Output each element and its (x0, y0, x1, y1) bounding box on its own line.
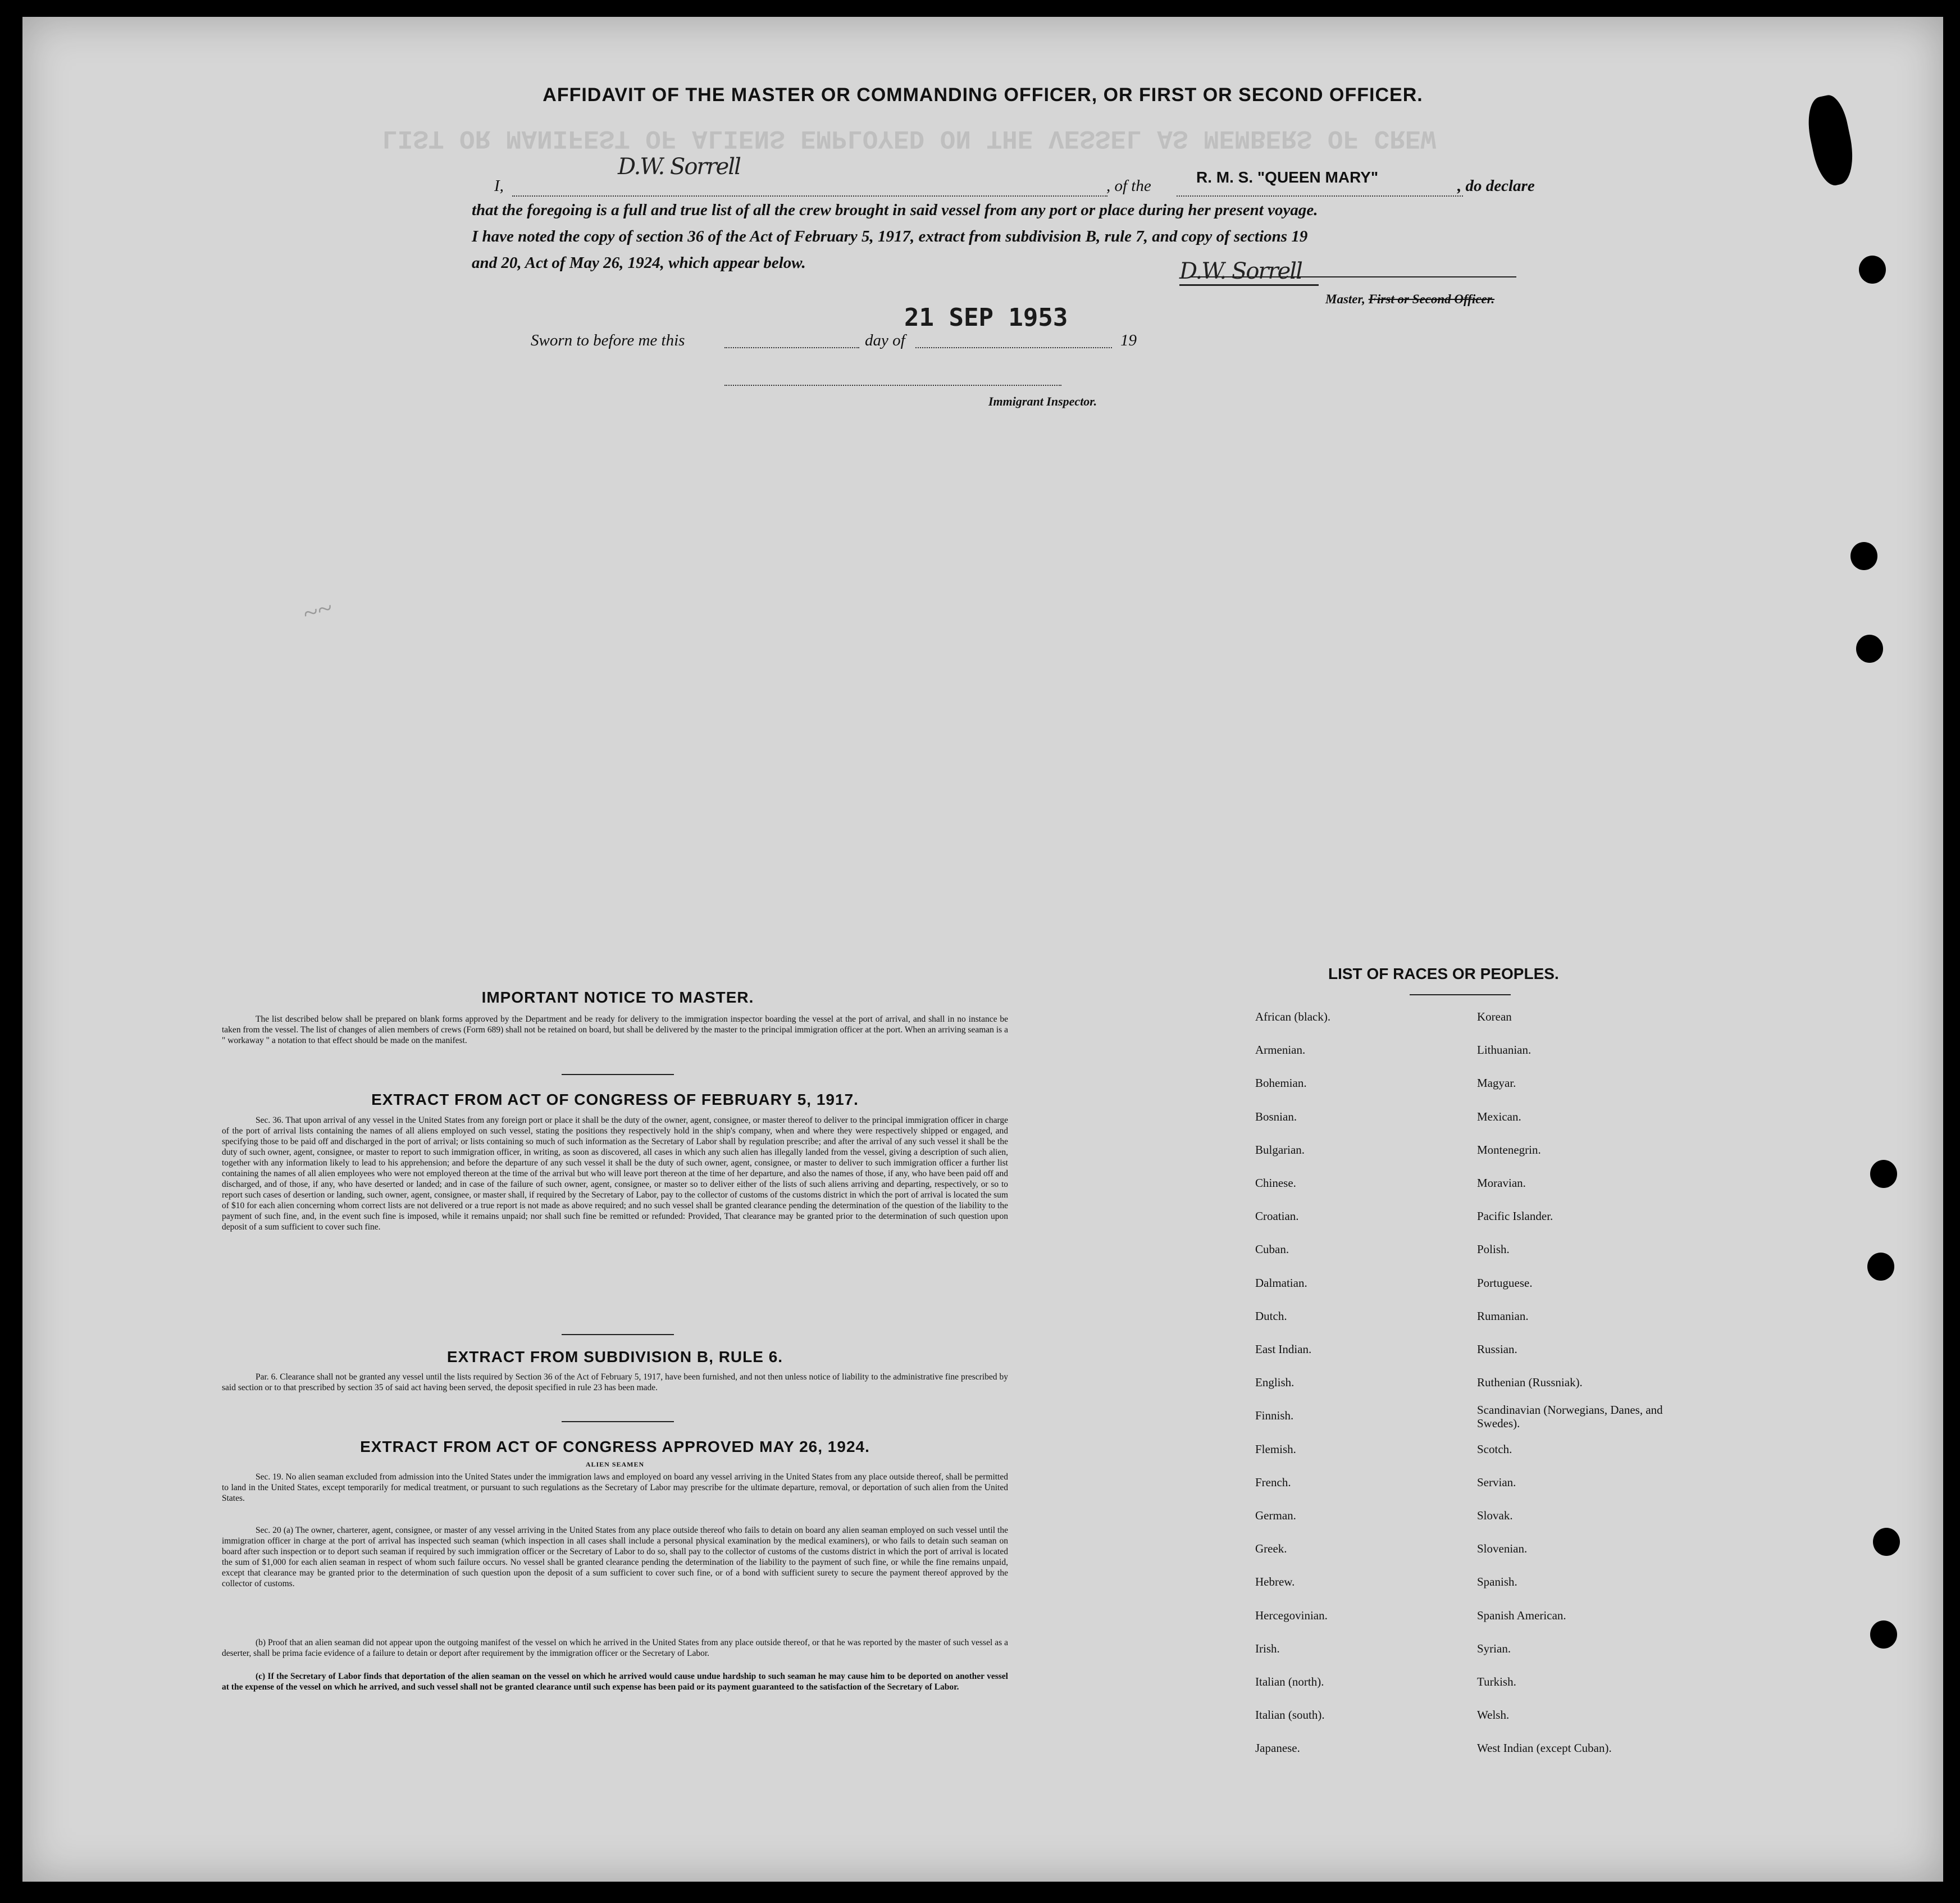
race-item: Turkish. (1477, 1675, 1516, 1688)
sec-20c-body: (c) If the Secretary of Labor finds that deportation of the alien seaman on the vessel on which he arrived would cause undue hardship to such seaman he may cause him to be deported on another vessel at the expense of the vessel on which he arrived, and such vessel shall not be granted clearance until such expense has been paid or its payment guaranteed to the satisfaction of the Secretary of Labor. (222, 1672, 1008, 1692)
race-item: Spanish American. (1477, 1608, 1566, 1622)
master-label-row (1325, 292, 1494, 307)
sworn-month-line (915, 331, 1112, 348)
race-item: Greek. (1255, 1542, 1287, 1556)
race-item: Welsh. (1477, 1708, 1510, 1722)
race-item: Mexican. (1477, 1109, 1521, 1123)
subdivision-title: EXTRACT FROM SUBDIVISION B, RULE 6. (446, 1348, 783, 1365)
race-item: Servian. (1477, 1475, 1516, 1489)
sec-20b-body: (b) Proof that an alien seaman did not appear upon the outgoing manifest of the vessel on which he arrived in the United States from any place outside thereof, or that he was reported by the master of such vessel as a deserter, shall be prima facie evidence of a failure to detain or deport after requirement by the immigration officer or the Secretary of Labor. (222, 1638, 1008, 1658)
race-item: Portuguese. (1477, 1276, 1533, 1290)
race-item: Slovak. (1477, 1509, 1513, 1522)
punch-hole (1867, 1253, 1894, 1281)
race-item: Dalmatian. (1255, 1276, 1307, 1290)
race-item: English. (1255, 1376, 1294, 1390)
race-item: German. (1255, 1509, 1296, 1522)
affidavit-line-2: that the foregoing is a full and true list of all the crew brought in said vessel from any port or place during her present voyage. (472, 201, 1318, 219)
document-page (22, 17, 1943, 1882)
race-item: Scotch. (1477, 1442, 1512, 1456)
affidavit-name-signature: D.W. Sorrell (618, 154, 740, 180)
inspector-label: Immigrant Inspector. (988, 394, 1097, 408)
extract-1917-body: Sec. 36. That upon arrival of any vessel in the United States from any foreign port or place it shall be the duty of the owner, agent, consignee, or master thereof to deliver to the principal immigration officer in charge of the port of arrival lists containing the names of all aliens employed on such vessel, stating the positions they respectively hold in the ship's company, when and where they were respectively shipped or engaged, and specifying those to be paid off and discharged in the port of arrival; or lists containing so much of such information as the Secretary of Labor shall by regulation prescribe; and after the arrival of any such vessel it shall be the duty of such owner, agent, consignee, or master to report to such immigration officer, in writing, as soon as discovered, all cases in which any such alien has illegally landed from the vessel, giving a description of such alien, together with any information likely to lead to his apprehension; and before the departure of any such vessel it shall be the duty of such owner, agent, consignee, or master to deliver to such immigration officer a further list containing the names of all alien employees who were not employed thereon at the time of the arrival but who will leave port thereon at the time of her departure, and also the names of those, if any, who have been paid off and discharged, and of those, if any, who have deserted or landed; and in case of the failure of such owner, agent, consignee, or master so to deliver either of the lists of such aliens arriving and departing, respectively, or so to report such cases of desertion or landing, such owner, agent, consignee, or master shall, if required by the Secretary of Labor, pay to the collector of customs of the customs district in which the port of arrival is located the sum of $10 for each alien concerning whom correct lists are not delivered or a true report is not made as above required; and no such vessel shall be granted clearance pending the determination of the question of the liability to the payment of such fine, and, in the event such fine is imposed, while it remains unpaid; nor shall such fine be remitted or refunded: Provided, That clearance may be granted prior to the determination of such question upon deposit of a sum sufficient to cover such fine. (222, 1116, 1008, 1232)
race-item: Bohemian. (1255, 1076, 1307, 1090)
race-item: Japanese. (1255, 1741, 1300, 1755)
race-item: East Indian. (1255, 1342, 1312, 1356)
race-item: Slovenian. (1477, 1542, 1528, 1556)
race-item: Rumanian. (1477, 1309, 1529, 1323)
races-title: LIST OF RACES OR PEOPLES. (1328, 965, 1559, 982)
race-item: African (black). (1255, 1010, 1331, 1023)
races-title-rule (1410, 994, 1511, 995)
inspector-signature-line (724, 385, 1061, 386)
punch-hole (1870, 1620, 1897, 1649)
race-item: Hebrew. (1255, 1575, 1295, 1589)
race-item: Magyar. (1477, 1076, 1516, 1090)
pencil-mark: ~~ (300, 593, 336, 629)
race-item: Dutch. (1255, 1309, 1287, 1323)
master-signature-line (1191, 276, 1516, 277)
race-item: Pacific Islander. (1477, 1209, 1553, 1223)
race-item: Irish. (1255, 1641, 1280, 1655)
race-item: Flemish. (1255, 1442, 1296, 1456)
race-item: Lithuanian. (1477, 1043, 1531, 1057)
race-item: Bosnian. (1255, 1109, 1297, 1123)
punch-hole (1870, 1160, 1897, 1188)
race-item: Italian (south). (1255, 1708, 1325, 1722)
notice-title: IMPORTANT NOTICE TO MASTER. (481, 989, 754, 1006)
sec-19-body: Sec. 19. No alien seaman excluded from admission into the United States under the immigration laws and employed on board any vessel arriving in the United States from any place outside thereof, shall be permitted to land in the United States, except temporarily for medical treatment, or pursuant to such regulations as the Secretary of Labor may prescribe for the ultimate departure, removal, or deportation of such alien from the United States. (222, 1472, 1008, 1503)
punch-hole (1856, 635, 1883, 663)
race-item: Montenegrin. (1477, 1142, 1541, 1157)
divider (562, 1074, 674, 1075)
punch-hole (1850, 542, 1877, 570)
race-item: Korean (1477, 1010, 1512, 1023)
race-item: Syrian. (1477, 1641, 1511, 1655)
race-item: West Indian (except Cuban). (1477, 1741, 1612, 1755)
do-declare: , do declare (1457, 177, 1535, 195)
affidavit-line-4: and 20, Act of May 26, 1924, which appear below. (472, 254, 806, 272)
race-item: Cuban. (1255, 1242, 1289, 1256)
subdivision-body: Par. 6. Clearance shall not be granted any vessel until the lists required by Section 36 of the Act of February 5, 1917, have been furnished, and not then unless notice of liability to the administrative fine prescribed by said section or to that prescribed by section 35 of said act having been served, the deposit specified in rule 23 has been made. (222, 1372, 1008, 1392)
punch-hole (1859, 256, 1886, 284)
divider (562, 1421, 674, 1422)
alien-seamen-subtitle: ALIEN SEAMEN (585, 1460, 645, 1468)
bleed-through-text: LIST OR MANIFEST OF ALIENS EMPLOYED ON THE VESSEL AS MEMBERS OF CREW (382, 124, 1437, 153)
punch-hole (1873, 1528, 1900, 1556)
vessel-name: R. M. S. "QUEEN MARY" (1196, 169, 1379, 186)
notice-body: The list described below shall be prepared on blank forms approved by the Department and be ready for delivery to the immigration inspector boarding the vessel at the port of arrival, and shall in no instance be taken from the vessel. The list of changes of alien members of crews (Form 689) shall not be retained on board, but shall be delivered by the master to the principal immigration officer at the port. When an arriving seaman is a " workaway " a notation to that effect should be made on the manifest. (222, 1014, 1008, 1045)
race-item: Croatian. (1255, 1209, 1299, 1223)
race-item: French. (1255, 1475, 1291, 1489)
affidavit-title: AFFIDAVIT OF THE MASTER OR COMMANDING OFFICER, OR FIRST OR SECOND OFFICER. (543, 84, 1423, 106)
struck-officer-label: First or Second Officer. (1368, 292, 1495, 306)
divider (562, 1334, 674, 1335)
race-item: Bulgarian. (1255, 1142, 1305, 1157)
torn-corner (1802, 92, 1859, 188)
extract-1924-title: EXTRACT FROM ACT OF CONGRESS APPROVED MAY 26, 1924. (360, 1438, 870, 1455)
affidavit-line-3: I have noted the copy of section 36 of the Act of February 5, 1917, extract from subdivision B, rule 7, and copy of sections 19 (472, 227, 1308, 245)
affidavit-of-the: , of the (1106, 177, 1151, 195)
race-item: Hercegovinian. (1255, 1608, 1328, 1622)
race-item: Russian. (1477, 1342, 1517, 1356)
sec-20a-body: Sec. 20 (a) The owner, charterer, agent, consignee, or master of any vessel arriving in the United States from any place outside thereof who fails to detain on board any alien seaman employed on such vessel until the immigration officer in charge at the port of arrival has inspected such seaman (which inspection in all cases shall include a personal physical examination by the medical examiners), or who fails to detain such seaman on board after such inspection or to deport such seaman if required by such immigration officer or the Secretary of Labor to do so, shall pay to the collector of customs of the customs district in which the port of arrival is located the sum of $1,000 for each alien seaman in respect of whom such failure occurs. No vessel shall be granted clearance pending the determination of the liability to the payment of such fine, or while the fine remains unpaid, except that clearance may be granted prior to the determination of such question upon the deposit of a sum sufficient to cover such fine, or of a bond with sufficient surety to secure the payment thereof approved by the collector of customs. (222, 1526, 1008, 1588)
master-signature: D.W. Sorrell (1179, 258, 1319, 286)
sworn-day-line (724, 331, 859, 348)
day-of-label: day of (865, 331, 905, 349)
race-item: Ruthenian (Russniak). (1477, 1376, 1583, 1390)
year-prefix: 19 (1120, 331, 1137, 349)
race-item: Spanish. (1477, 1575, 1517, 1589)
race-item: Chinese. (1255, 1176, 1296, 1190)
race-item: Armenian. (1255, 1043, 1306, 1057)
race-item: Finnish. (1255, 1409, 1294, 1423)
race-item: Italian (north). (1255, 1675, 1324, 1688)
race-item: Scandinavian (Norwegians, Danes, and Swedes). (1477, 1403, 1663, 1431)
affidavit-i-label: I, (494, 177, 504, 195)
extract-1917-title: EXTRACT FROM ACT OF CONGRESS OF FEBRUARY 5, 1917. (371, 1091, 859, 1108)
affidavit-name-line (512, 180, 1107, 197)
date-stamp: 21 SEP 1953 (904, 303, 1068, 332)
master-label: Master, (1325, 292, 1365, 306)
race-item: Moravian. (1477, 1176, 1526, 1190)
race-item: Polish. (1477, 1242, 1510, 1256)
sworn-label: Sworn to before me this (531, 331, 685, 349)
